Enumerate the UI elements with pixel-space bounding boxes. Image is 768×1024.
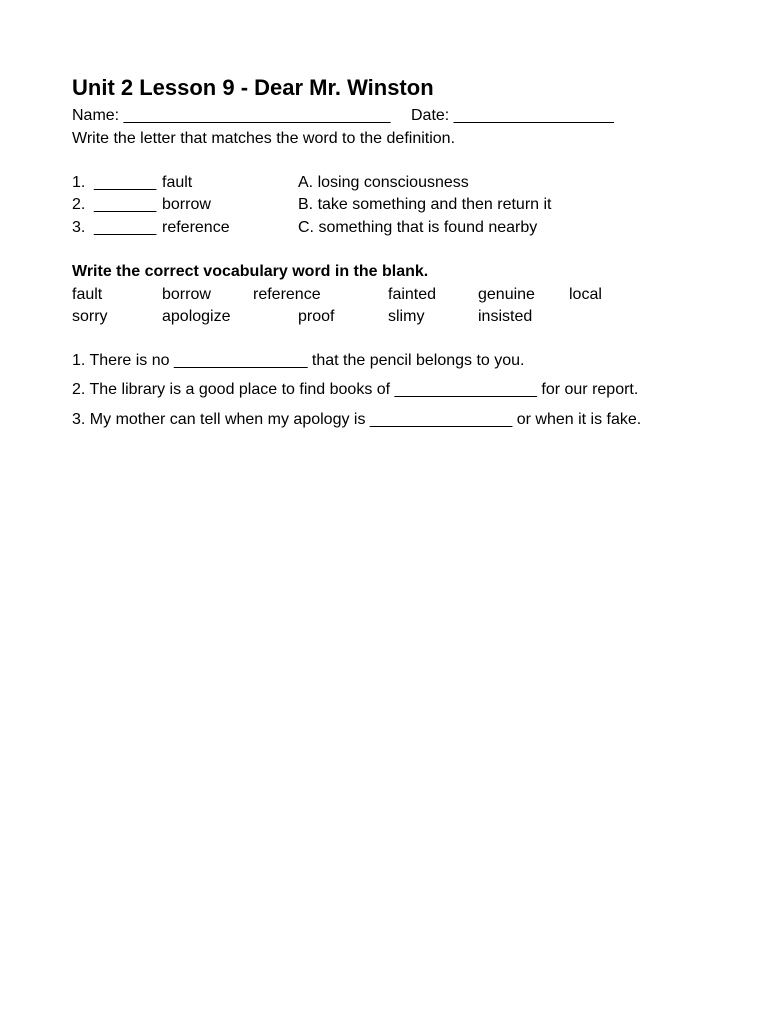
definition-b: B. take something and then return it <box>298 196 552 213</box>
word-bank-item: fainted <box>388 286 437 303</box>
matching-instructions: Write the letter that matches the word to the definition. <box>72 130 456 147</box>
worksheet-title: Unit 2 Lesson 9 - Dear Mr. Winston <box>72 75 434 100</box>
match-word-1: fault <box>162 174 193 191</box>
match-blank-3: _______ <box>94 219 157 236</box>
word-bank-item: proof <box>298 308 335 325</box>
match-number-3: 3. <box>72 219 86 236</box>
word-bank-item: fault <box>72 286 103 303</box>
match-number-2: 2. <box>72 196 86 213</box>
word-bank-item: genuine <box>478 286 535 303</box>
definition-c: C. something that is found nearby <box>298 219 538 236</box>
match-number-1: 1. <box>72 174 86 191</box>
word-bank-item: borrow <box>162 286 211 303</box>
sentence-1: 1. There is no _______________ that the pencil belongs to you. <box>72 352 525 369</box>
match-word-2: borrow <box>162 196 211 213</box>
match-word-3: reference <box>162 219 230 236</box>
definition-a: A. losing consciousness <box>298 174 469 191</box>
word-bank-item: apologize <box>162 308 231 325</box>
sentence-3: 3. My mother can tell when my apology is ________________ or when it is fake. <box>72 411 642 428</box>
word-bank-item: insisted <box>478 308 533 325</box>
match-blank-2: _______ <box>94 196 157 213</box>
word-bank-item: reference <box>253 286 321 303</box>
word-bank-item: sorry <box>72 308 108 325</box>
match-blank-1: _______ <box>94 174 157 191</box>
word-bank-item: local <box>569 286 602 303</box>
vocab-heading: Write the correct vocabulary word in the blank. <box>72 263 429 280</box>
sentence-2: 2. The library is a good place to find books of ________________ for our report. <box>72 381 639 398</box>
date-line: Date: __________________ <box>411 107 614 124</box>
name-line: Name: ______________________________ <box>72 107 391 124</box>
word-bank-item: slimy <box>388 308 425 325</box>
